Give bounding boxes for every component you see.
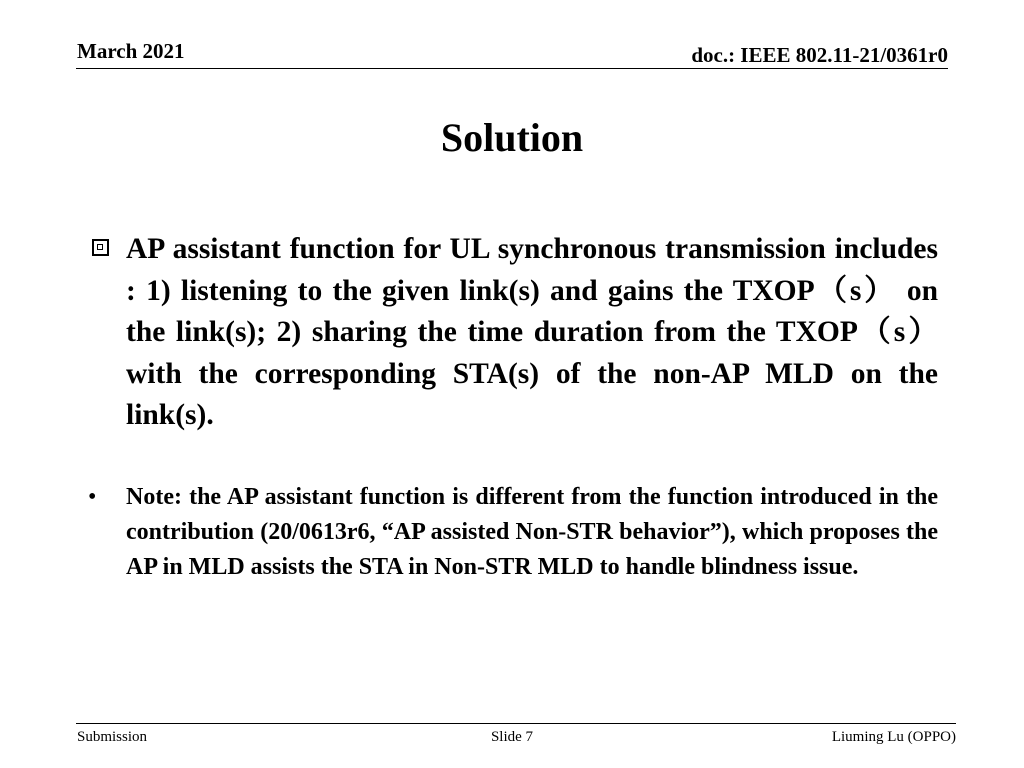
note-bullet-text: Note: the AP assistant function is different from the function introduced in the contribution (20/0613r6, “AP assisted Non-STR behavior”), which proposes the AP in MLD assists the STA in Non-STR MLD to handle blindness issue. — [126, 484, 938, 580]
header-divider — [76, 68, 948, 69]
header-doc-id: doc.: IEEE 802.11-21/0361r0 — [691, 43, 948, 67]
footer-slide-number: Slide 7 — [490, 729, 534, 745]
main-bullet — [92, 229, 938, 437]
slide-title: Solution — [440, 115, 584, 160]
note-bullet — [88, 480, 938, 585]
checkbox-bullet-icon — [92, 239, 109, 256]
footer-author: Liuming Lu (OPPO) — [831, 729, 956, 745]
bullet-dot-icon: • — [88, 484, 97, 510]
main-bullet-text: AP assistant function for UL synchronous transmission includes : 1) listening to the given link(s) and gains the TXOP（s） on the link(s); 2) sharing the time duration from the TXOP（s） with the corresponding STA(s) of the non-AP MLD on the link(s). — [126, 233, 938, 431]
header-date: March 2021 — [77, 39, 185, 63]
footer-divider — [76, 723, 956, 724]
footer-submission: Submission — [77, 729, 148, 745]
